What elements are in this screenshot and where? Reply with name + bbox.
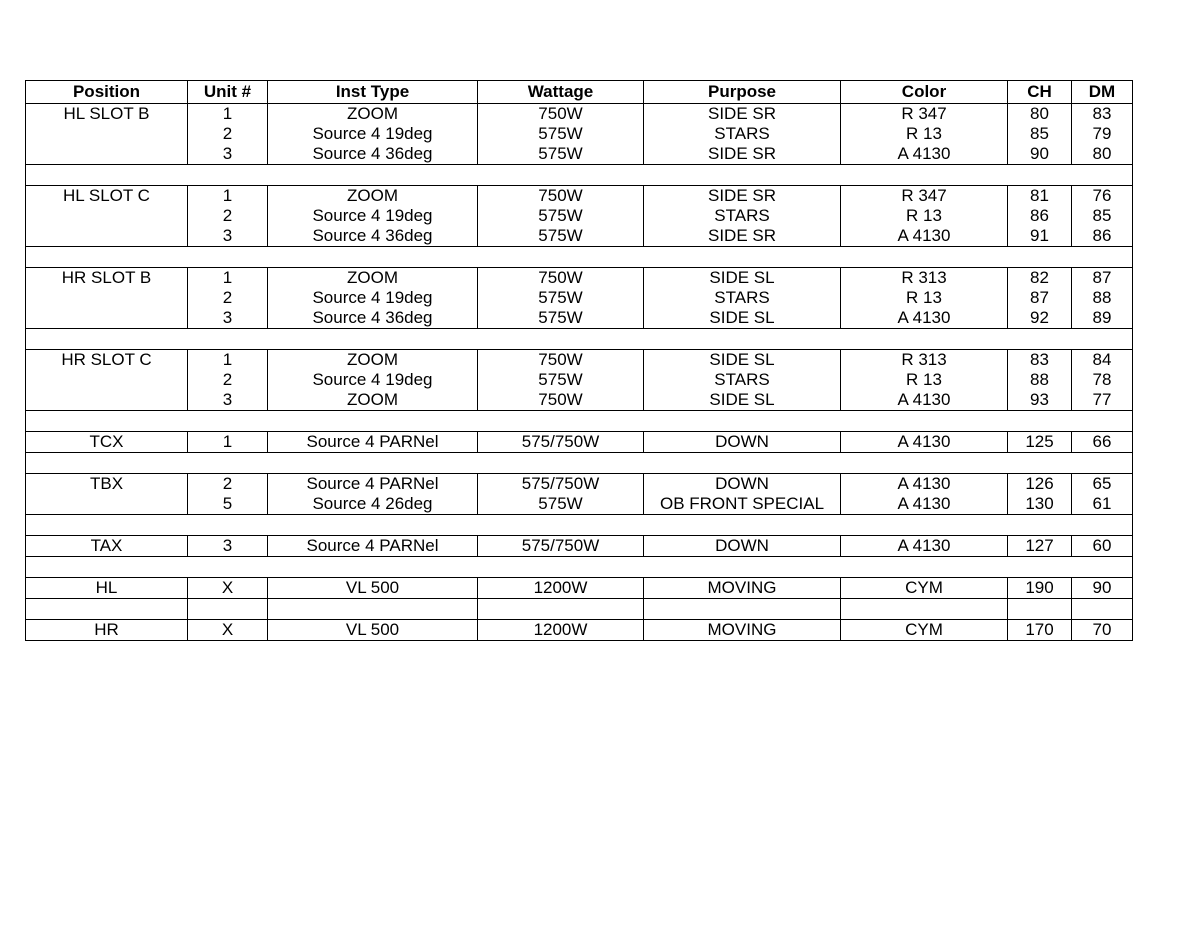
cell-dm: 61 [1072, 494, 1133, 515]
cell-wattage: 575W [478, 370, 644, 390]
cell-ch: 83 [1008, 350, 1072, 371]
cell-position: HL SLOT B [26, 104, 188, 125]
lighting-schedule [25, 80, 1132, 641]
spacer-row [26, 557, 1133, 578]
cell-ch: 92 [1008, 308, 1072, 329]
cell-ch: 91 [1008, 226, 1072, 247]
spacer-row [26, 247, 1133, 268]
cell-color: CYM [841, 578, 1008, 599]
table-row [26, 288, 1133, 308]
cell-color: A 4130 [841, 390, 1008, 411]
spacer-cell [26, 411, 1133, 432]
cell-ch: 87 [1008, 288, 1072, 308]
spacer-cell [26, 557, 1133, 578]
cell-dm: 77 [1072, 390, 1133, 411]
cell-wattage: 750W [478, 350, 644, 371]
cell-color: R 347 [841, 104, 1008, 125]
table-row [26, 144, 1133, 165]
header-inst-type: Inst Type [268, 81, 478, 104]
cell-unit: 1 [188, 268, 268, 289]
spacer-cell [478, 599, 644, 620]
cell-dm: 85 [1072, 206, 1133, 226]
cell-unit: 3 [188, 226, 268, 247]
cell-dm: 60 [1072, 536, 1133, 557]
cell-unit: 2 [188, 288, 268, 308]
cell-inst-type: Source 4 36deg [268, 226, 478, 247]
cell-inst-type: VL 500 [268, 620, 478, 641]
cell-ch: 85 [1008, 124, 1072, 144]
cell-wattage: 575/750W [478, 474, 644, 495]
cell-unit: 1 [188, 350, 268, 371]
spacer-cell [26, 515, 1133, 536]
cell-dm: 89 [1072, 308, 1133, 329]
cell-wattage: 750W [478, 390, 644, 411]
cell-dm: 65 [1072, 474, 1133, 495]
cell-ch: 170 [1008, 620, 1072, 641]
header-unit: Unit # [188, 81, 268, 104]
cell-dm: 88 [1072, 288, 1133, 308]
cell-ch: 126 [1008, 474, 1072, 495]
spacer-row [26, 329, 1133, 350]
cell-purpose: SIDE SL [644, 268, 841, 289]
cell-wattage: 750W [478, 104, 644, 125]
cell-ch: 81 [1008, 186, 1072, 207]
table-row [26, 370, 1133, 390]
cell-color: R 13 [841, 288, 1008, 308]
spacer-cell [188, 599, 268, 620]
table-row [26, 620, 1133, 641]
table-row [26, 390, 1133, 411]
cell-unit: 3 [188, 144, 268, 165]
cell-position [26, 390, 188, 411]
cell-unit: 2 [188, 206, 268, 226]
cell-position: HR [26, 620, 188, 641]
cell-unit: 3 [188, 390, 268, 411]
cell-position: HR SLOT C [26, 350, 188, 371]
cell-wattage: 575W [478, 226, 644, 247]
cell-ch: 82 [1008, 268, 1072, 289]
cell-dm: 86 [1072, 226, 1133, 247]
cell-position [26, 144, 188, 165]
cell-position: TCX [26, 432, 188, 453]
cell-position: TBX [26, 474, 188, 495]
cell-ch: 88 [1008, 370, 1072, 390]
table-row [26, 308, 1133, 329]
spacer-cell [1072, 599, 1133, 620]
cell-purpose: SIDE SR [644, 186, 841, 207]
cell-color: R 13 [841, 370, 1008, 390]
cell-inst-type: Source 4 26deg [268, 494, 478, 515]
cell-color: A 4130 [841, 226, 1008, 247]
cell-inst-type: Source 4 PARNel [268, 536, 478, 557]
cell-wattage: 575/750W [478, 432, 644, 453]
cell-color: A 4130 [841, 144, 1008, 165]
cell-dm: 76 [1072, 186, 1133, 207]
table-row [26, 268, 1133, 289]
cell-inst-type: ZOOM [268, 268, 478, 289]
cell-position [26, 370, 188, 390]
cell-position [26, 494, 188, 515]
cell-ch: 190 [1008, 578, 1072, 599]
cell-ch: 86 [1008, 206, 1072, 226]
cell-wattage: 750W [478, 186, 644, 207]
table-row [26, 226, 1133, 247]
cell-unit: 1 [188, 186, 268, 207]
spacer-cell [26, 165, 1133, 186]
spacer-row [26, 599, 1133, 620]
cell-purpose: SIDE SR [644, 144, 841, 165]
cell-ch: 90 [1008, 144, 1072, 165]
cell-purpose: STARS [644, 288, 841, 308]
cell-color: CYM [841, 620, 1008, 641]
cell-position [26, 124, 188, 144]
cell-color: A 4130 [841, 494, 1008, 515]
cell-dm: 90 [1072, 578, 1133, 599]
spacer-row [26, 453, 1133, 474]
cell-unit: 1 [188, 432, 268, 453]
cell-wattage: 575W [478, 288, 644, 308]
header-ch: CH [1008, 81, 1072, 104]
cell-unit: 2 [188, 474, 268, 495]
cell-purpose: STARS [644, 370, 841, 390]
cell-dm: 70 [1072, 620, 1133, 641]
cell-position [26, 226, 188, 247]
spacer-row [26, 165, 1133, 186]
cell-wattage: 750W [478, 268, 644, 289]
header-purpose: Purpose [644, 81, 841, 104]
cell-unit: 2 [188, 124, 268, 144]
cell-position [26, 308, 188, 329]
cell-unit: 1 [188, 104, 268, 125]
cell-purpose: SIDE SR [644, 104, 841, 125]
cell-purpose: SIDE SR [644, 226, 841, 247]
cell-unit: 2 [188, 370, 268, 390]
cell-unit: 3 [188, 536, 268, 557]
cell-dm: 79 [1072, 124, 1133, 144]
cell-purpose: SIDE SL [644, 308, 841, 329]
cell-inst-type: Source 4 PARNel [268, 474, 478, 495]
cell-color: R 313 [841, 350, 1008, 371]
cell-wattage: 575W [478, 494, 644, 515]
header-row [26, 81, 1133, 104]
table-row [26, 186, 1133, 207]
cell-wattage: 575W [478, 124, 644, 144]
header-position: Position [26, 81, 188, 104]
cell-inst-type: Source 4 36deg [268, 144, 478, 165]
cell-color: R 13 [841, 124, 1008, 144]
spacer-cell [26, 599, 188, 620]
header-color: Color [841, 81, 1008, 104]
cell-ch: 130 [1008, 494, 1072, 515]
table-row [26, 432, 1133, 453]
cell-inst-type: Source 4 36deg [268, 308, 478, 329]
cell-position [26, 206, 188, 226]
cell-purpose: SIDE SL [644, 350, 841, 371]
cell-inst-type: ZOOM [268, 390, 478, 411]
cell-unit: X [188, 620, 268, 641]
cell-dm: 83 [1072, 104, 1133, 125]
cell-inst-type: Source 4 19deg [268, 370, 478, 390]
cell-color: A 4130 [841, 308, 1008, 329]
cell-purpose: STARS [644, 206, 841, 226]
table-row [26, 536, 1133, 557]
cell-inst-type: Source 4 19deg [268, 288, 478, 308]
cell-wattage: 575W [478, 206, 644, 226]
table-row [26, 578, 1133, 599]
cell-color: R 13 [841, 206, 1008, 226]
cell-color: R 313 [841, 268, 1008, 289]
cell-position: HL [26, 578, 188, 599]
cell-inst-type: Source 4 PARNel [268, 432, 478, 453]
cell-unit: 3 [188, 308, 268, 329]
cell-color: R 347 [841, 186, 1008, 207]
cell-dm: 78 [1072, 370, 1133, 390]
cell-inst-type: ZOOM [268, 350, 478, 371]
cell-purpose: SIDE SL [644, 390, 841, 411]
table-row [26, 124, 1133, 144]
cell-purpose: MOVING [644, 578, 841, 599]
cell-purpose: DOWN [644, 432, 841, 453]
spacer-row [26, 515, 1133, 536]
header-dm: DM [1072, 81, 1133, 104]
cell-inst-type: Source 4 19deg [268, 206, 478, 226]
spacer-cell [26, 453, 1133, 474]
cell-inst-type: VL 500 [268, 578, 478, 599]
spacer-cell [644, 599, 841, 620]
cell-ch: 125 [1008, 432, 1072, 453]
cell-ch: 93 [1008, 390, 1072, 411]
cell-unit: X [188, 578, 268, 599]
cell-wattage: 575W [478, 308, 644, 329]
cell-wattage: 1200W [478, 620, 644, 641]
cell-wattage: 1200W [478, 578, 644, 599]
cell-wattage: 575/750W [478, 536, 644, 557]
cell-dm: 80 [1072, 144, 1133, 165]
cell-position: HL SLOT C [26, 186, 188, 207]
cell-dm: 84 [1072, 350, 1133, 371]
cell-position [26, 288, 188, 308]
cell-ch: 127 [1008, 536, 1072, 557]
cell-dm: 66 [1072, 432, 1133, 453]
spacer-cell [841, 599, 1008, 620]
spacer-cell [1008, 599, 1072, 620]
cell-position: TAX [26, 536, 188, 557]
table-body [26, 104, 1133, 641]
cell-dm: 87 [1072, 268, 1133, 289]
cell-position: HR SLOT B [26, 268, 188, 289]
table-row [26, 350, 1133, 371]
cell-color: A 4130 [841, 474, 1008, 495]
cell-color: A 4130 [841, 432, 1008, 453]
cell-purpose: OB FRONT SPECIAL [644, 494, 841, 515]
table-row [26, 474, 1133, 495]
cell-inst-type: Source 4 19deg [268, 124, 478, 144]
cell-color: A 4130 [841, 536, 1008, 557]
cell-purpose: MOVING [644, 620, 841, 641]
cell-inst-type: ZOOM [268, 104, 478, 125]
cell-purpose: DOWN [644, 474, 841, 495]
instrument-table [25, 80, 1133, 641]
cell-inst-type: ZOOM [268, 186, 478, 207]
cell-purpose: STARS [644, 124, 841, 144]
spacer-cell [26, 247, 1133, 268]
cell-purpose: DOWN [644, 536, 841, 557]
header-wattage: Wattage [478, 81, 644, 104]
spacer-cell [268, 599, 478, 620]
cell-unit: 5 [188, 494, 268, 515]
table-row [26, 104, 1133, 125]
spacer-cell [26, 329, 1133, 350]
cell-ch: 80 [1008, 104, 1072, 125]
table-row [26, 494, 1133, 515]
table-row [26, 206, 1133, 226]
cell-wattage: 575W [478, 144, 644, 165]
spacer-row [26, 411, 1133, 432]
